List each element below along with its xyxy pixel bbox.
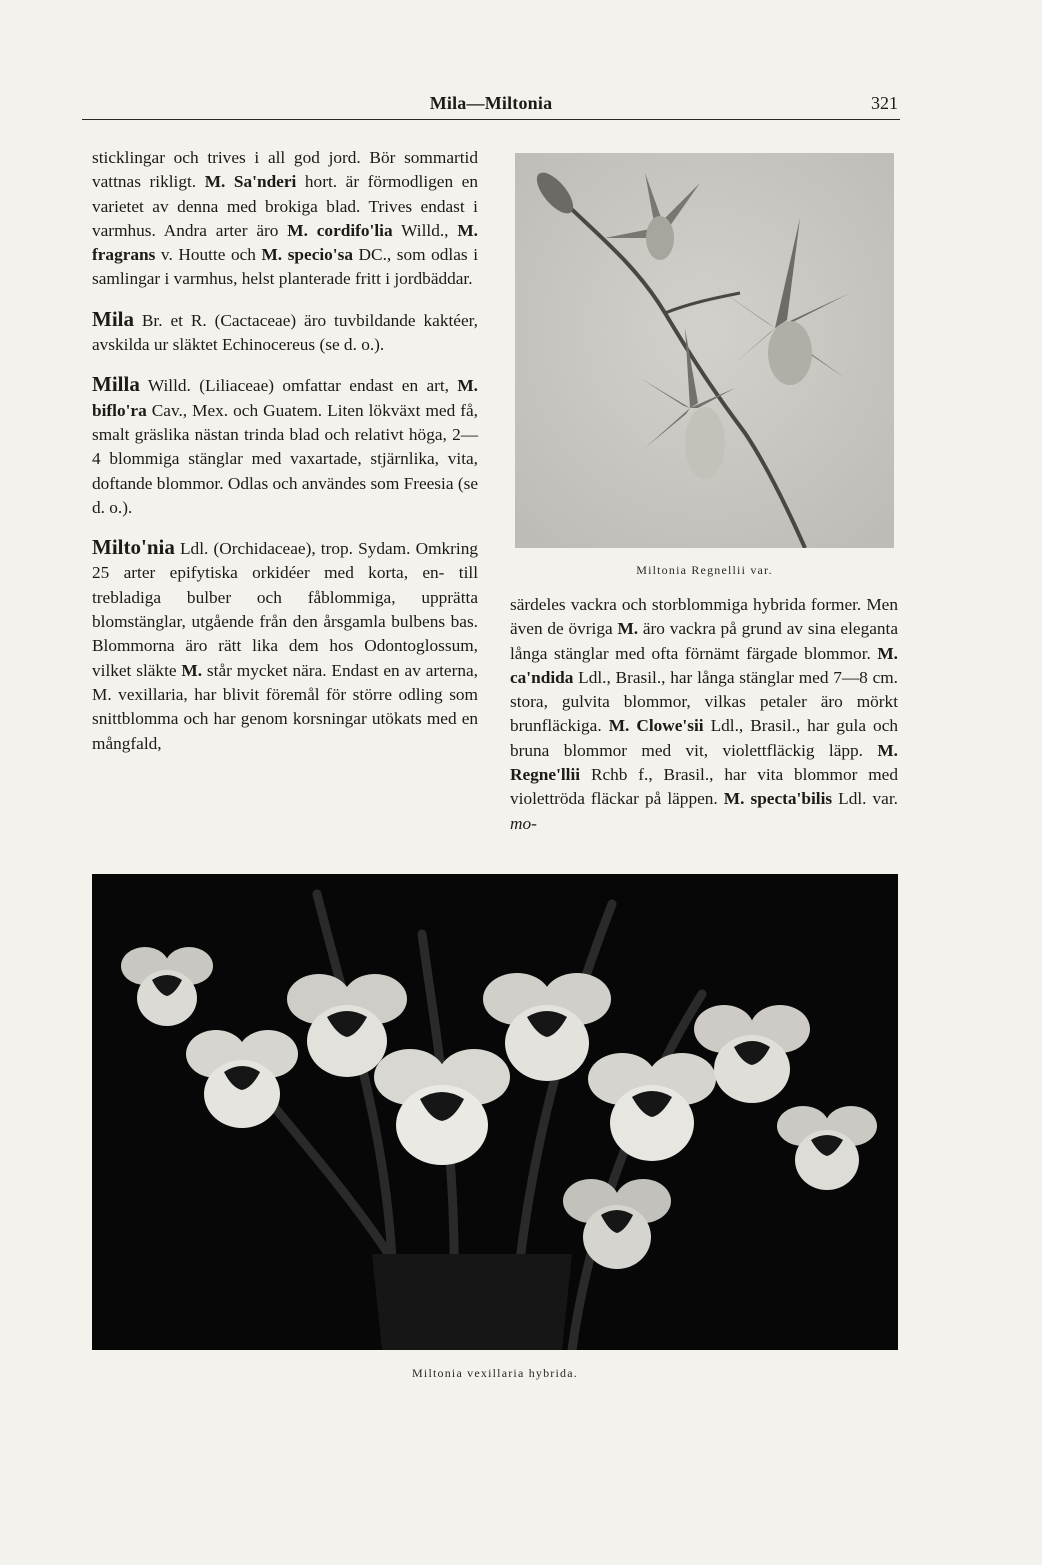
text-run: sticklingar och trives i all god jord. Bör sommartid vattnas rikligt. <box>92 148 478 192</box>
text-run: äro vackra på grund av sina eleganta långa stänglar med ofta förnämt färgade blommor. <box>510 619 899 663</box>
text-run: Willd. (Liliaceae) omfattar endast en art, <box>139 376 458 396</box>
headword-milla: Milla <box>92 372 140 397</box>
text-run: DC., som odlas i samlingar i varmhus, helst planterade fritt i jordbäddar. <box>92 245 479 289</box>
text-run: v. Houtte och <box>155 245 262 265</box>
text-run: Ldl., Brasil., har långa stänglar med 7—8 cm. stora, gulvita blommor, vilkas petaler äro mörkt brunfläckiga. <box>510 667 898 736</box>
text-run: Ldl. var. <box>832 789 898 809</box>
entry-milla <box>92 372 478 520</box>
italic-run: mo- <box>510 813 537 833</box>
text-run: Ldl., Brasil., har gula och bruna blommor med vit, violettfläckig läpp. <box>510 716 899 760</box>
species-name: M. Sa'nderi <box>204 172 297 192</box>
right-column <box>510 593 898 836</box>
text-run: Br. et R. (Cactaceae) äro tuvbildande kaktéer, avskilda ur släktet Echinocereus (se d. o.). <box>92 310 478 355</box>
headword-miltonia: Milto'nia <box>92 535 175 560</box>
text-run: Ldl. (Orchidaceae), trop. Sydam. Omkring 25 arter epifytiska orkidéer med korta, en- till trebladiga bulber och fåblommiga, upprätta blomstänglar, utgående från den årsgamla bulbens bas. Blommorna äro rätt lika dem hos Odontoglossum, vilket släkte <box>92 539 478 680</box>
species-name: M. biflo'ra <box>92 376 478 420</box>
orchid-stem-illustration <box>515 153 894 548</box>
orchid-bouquet-illustration <box>92 874 898 1350</box>
running-head <box>82 93 900 120</box>
species-name: M. Regne'llii <box>510 740 898 785</box>
text-run: Willd., <box>392 220 458 240</box>
entry-mila <box>92 307 478 358</box>
text-run: hort. är förmodligen en varietet av denna med brokiga blad. Trives endast i varmhus. Andra arter äro <box>92 172 478 240</box>
left-column <box>92 146 478 756</box>
text-run: Rchb f., Brasil., har vita blommor med violettröda fläckar på läppen. <box>510 765 898 809</box>
text-run: Cav., Mex. och Guatem. Liten lökväxt med få, smalt gräslika nästan trinda blad och relativt höga, 2—4 blommiga stänglar med vaxartade, stjärnlika, vita, doftande blommor. Odlas och användes som Freesia (se d. o.). <box>92 400 478 517</box>
page-number: 321 <box>871 93 898 113</box>
paragraph-continued <box>92 146 478 292</box>
photo-miltonia-regnellii <box>515 153 894 548</box>
entry-miltonia <box>92 535 478 756</box>
species-name: M. Clowe'sii <box>608 716 704 736</box>
caption-bottom-figure: Miltonia vexillaria hybrida. <box>412 1366 578 1380</box>
species-name: M. specta'bilis <box>723 789 833 809</box>
species-name: M. <box>181 660 203 680</box>
text-run: särdeles vackra och storblommiga hybrida former. Men även de övriga <box>510 595 898 639</box>
caption-top-figure: Miltonia Regnellii var. <box>636 563 773 577</box>
species-name: M. specio'sa <box>261 245 353 265</box>
species-name: M. ca'ndida <box>510 643 898 687</box>
species-name: M. fragrans <box>92 220 478 265</box>
species-name: M. <box>617 619 639 639</box>
photo-miltonia-vexillaria-hybrida <box>92 874 898 1350</box>
running-head-title: Mila—Miltonia <box>429 93 553 113</box>
headword-mila: Mila <box>92 306 134 331</box>
species-name: M. cordifo'lia <box>287 220 393 240</box>
paragraph-miltonia-continued <box>510 593 898 836</box>
text-run: står mycket nära. Endast en av arterna, M. vexillaria, har blivit föremål för större odling som snittblomma och har genom korsningar utökats med en mångfald, <box>92 660 478 753</box>
